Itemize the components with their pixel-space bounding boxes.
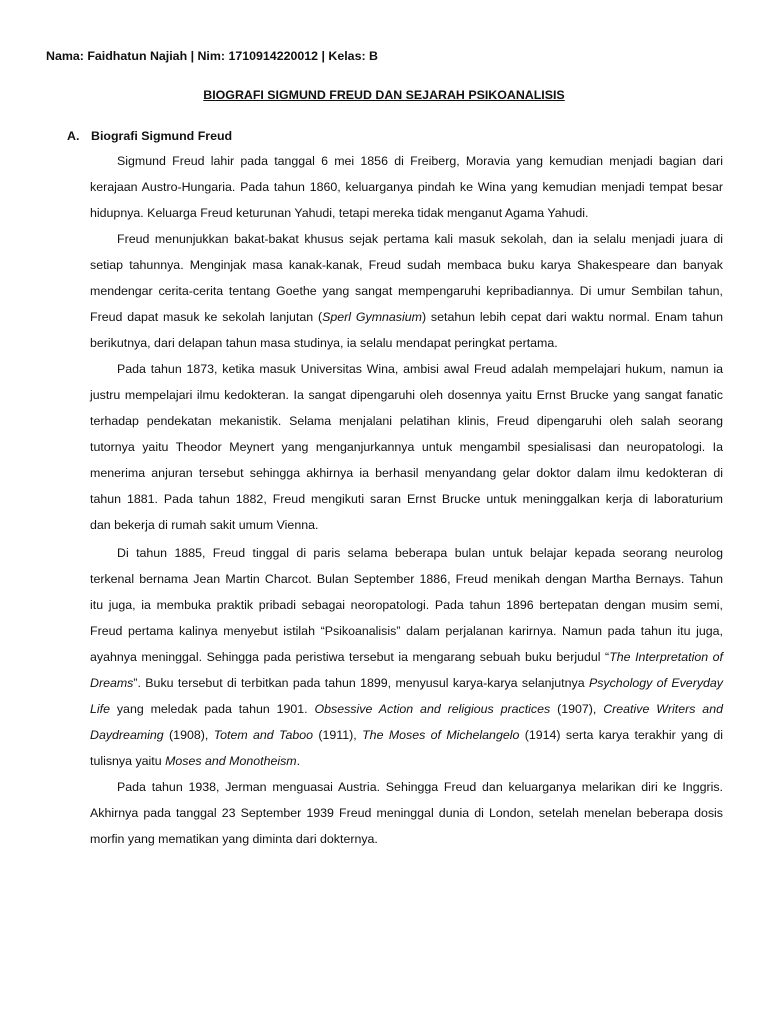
text-run: (1911),: [313, 728, 363, 742]
paragraph-line: kerajaan Austro-Hungaria. Pada tahun 1860, keluarganya pindah ke Wina yang kemudian menjadi tempat besar: [90, 180, 723, 194]
paragraph-line: [90, 309, 723, 325]
text-run: Freud dapat masuk ke sekolah lanjutan (: [90, 310, 323, 324]
paragraph-line: Pada tahun 1938, Jerman menguasai Austria. Sehingga Freud dan keluarganya melarikan diri ke Inggris.: [117, 780, 723, 794]
text-run: (1914) serta karya terakhir yang di: [519, 728, 723, 742]
italic-book-title: Daydreaming: [90, 728, 164, 742]
italic-book-title: The Interpretation of: [609, 650, 723, 664]
paragraph-line: terhadap pendekatan mekanistik. Selama menjalani pelatihan klinis, Freud dipengaruhi oleh salah seorang: [90, 414, 723, 428]
text-run: tulisnya yaitu: [90, 754, 166, 768]
text-run: .: [296, 754, 301, 768]
text-run: ayahnya meninggal. Sehingga pada peristiwa tersebut ia mengarang sebuah buku berjudul “: [90, 650, 610, 664]
text-run: (1907),: [550, 702, 604, 716]
italic-book-title: Dreams: [90, 676, 134, 690]
paragraph-line: justru mempelajari ilmu kedokteran. Ia sangat dipengaruhi oleh dosennya yaitu Ernst Brucke yang sangat fanatic: [90, 388, 723, 402]
italic-book-title: Psychology of Everyday: [588, 676, 723, 690]
paragraph-line: mendengar cerita-cerita tentang Goethe yang sangat mempengaruhi kepribadiannya. Di umur Sembilan tahun,: [90, 284, 723, 298]
paragraph-line: [90, 701, 723, 717]
section-heading: [67, 128, 232, 144]
italic-book-title: Obsessive Action and religious practices: [314, 702, 551, 716]
document-title: BIOGRAFI SIGMUND FREUD DAN SEJARAH PSIKOANALISIS: [203, 88, 565, 102]
paragraph-line: Akhirnya pada tanggal 23 September 1939 Freud meninggal dunia di London, setelah menelan beberapa dosis: [90, 806, 723, 820]
text-run: ) setahun lebih cepat dari waktu normal. Enam tahun: [421, 310, 723, 324]
paragraph-line: menerima anjuran tersebut sehingga akhirnya ia berhasil menyandang gelar doktor dalam ilmu kedokteran di: [90, 466, 723, 480]
italic-book-title: Moses and Monotheism: [165, 754, 297, 768]
paragraph-line: Pada tahun 1873, ketika masuk Universitas Wina, ambisi awal Freud adalah mempelajari hukum, namun ia: [117, 362, 723, 376]
paragraph-line: berikutnya, dari delapan tahun masa studinya, ia selalu mendapat peringkat pertama.: [90, 336, 558, 350]
paragraph-line: terkenal bernama Jean Martin Charcot. Bulan September 1886, Freud menikah dengan Martha Bernays. Tahun: [90, 572, 723, 586]
section-title: Biografi Sigmund Freud: [91, 129, 233, 143]
text-run: ”. Buku tersebut di terbitkan pada tahun 1899, menyusul karya-karya selanjutnya: [133, 676, 589, 690]
text-run: (1908),: [163, 728, 214, 742]
paragraph-line: [90, 675, 723, 691]
paragraph-line: [90, 753, 723, 769]
italic-book-title: Totem and Taboo: [213, 728, 314, 742]
text-run: yang meledak pada tahun 1901.: [109, 702, 315, 716]
paragraph-line: [90, 727, 723, 743]
paragraph-line: dan bekerja di rumah sakit umum Vienna.: [90, 518, 319, 532]
student-header: Nama: Faidhatun Najiah | Nim: 1710914220012 | Kelas: B: [46, 49, 378, 63]
paragraph-line: Freud menunjukkan bakat-bakat khusus sejak pertama kali masuk sekolah, dan ia selalu menjadi juara di: [117, 232, 723, 246]
italic-book-title: The Moses of Michelangelo: [362, 728, 520, 742]
italic-book-title: Life: [90, 702, 110, 716]
paragraph-line: Freud pertama kalinya menyebut istilah “Psikoanalisis” dalam perjalanan karirnya. Namun pada tahun itu juga,: [90, 624, 723, 638]
italic-school-name: Sperl Gymnasium: [322, 310, 422, 324]
paragraph-line: morfin yang mematikan yang diminta dari dokternya.: [90, 832, 378, 846]
paragraph-line: Di tahun 1885, Freud tinggal di paris selama beberapa bulan untuk belajar kepada seorang neurolog: [117, 546, 723, 560]
paragraph-line: [90, 649, 723, 665]
paragraph-line: Sigmund Freud lahir pada tanggal 6 mei 1856 di Freiberg, Moravia yang kemudian menjadi bagian dari: [117, 154, 723, 168]
paragraph-line: itu juga, ia membuka praktik pribadi sebagai neoropatologi. Pada tahun 1896 bertepatan dengan musim semi,: [90, 598, 723, 612]
paragraph-line: setiap tahunnya. Menginjak masa kanak-kanak, Freud sudah membaca buku karya Shakespeare dan banyak: [90, 258, 723, 272]
paragraph-line: tahun 1881. Pada tahun 1882, Freud mengikuti saran Ernst Brucke untuk meninggalkan kerja di laboraturium: [90, 492, 723, 506]
paragraph-line: tutornya yaitu Theodor Meynert yang menganjurkannya untuk mengambil spesialisasi dan neuropatologi. Ia: [90, 440, 723, 454]
italic-book-title: Creative Writers and: [603, 702, 723, 716]
section-label: A.: [67, 129, 80, 143]
paragraph-line: hidupnya. Keluarga Freud keturunan Yahudi, tetapi mereka tidak menganut Agama Yahudi.: [90, 206, 589, 220]
